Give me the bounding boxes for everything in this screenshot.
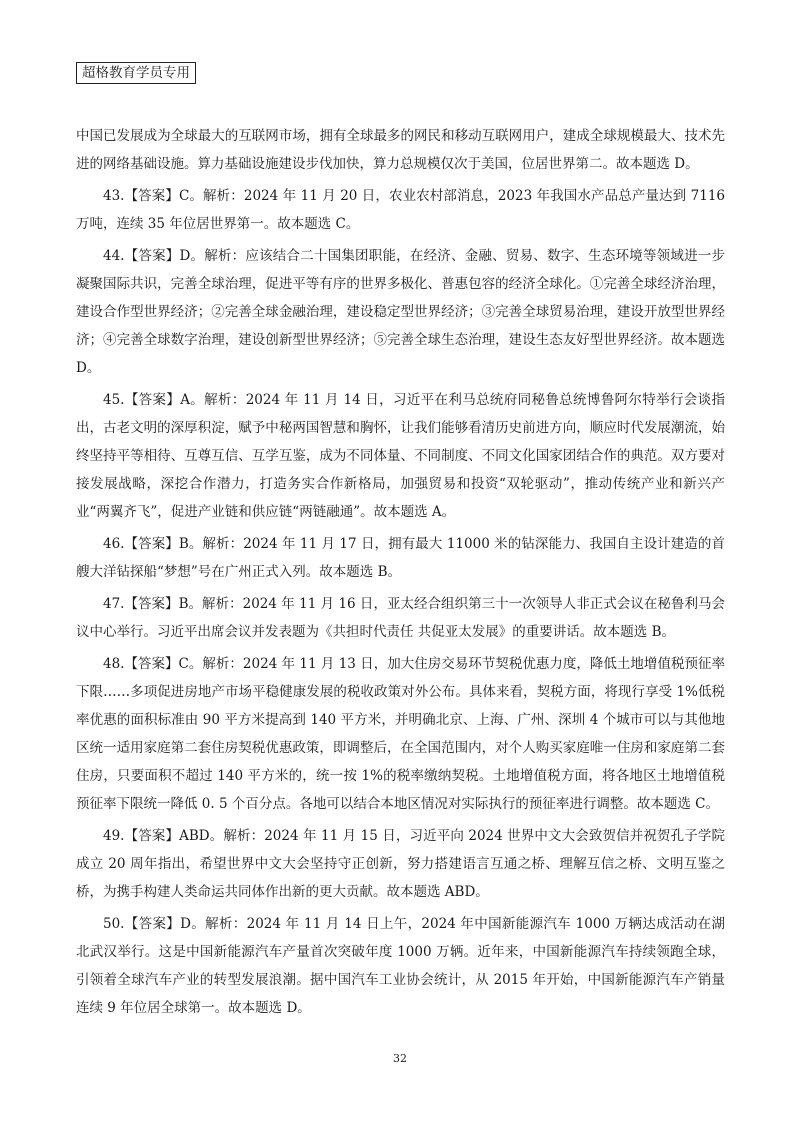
answer-46: 46.【答案】B。解析：2024 年 11 月 17 日，拥有最大 11000 米的钻深能力、我国自主设计建造的首艘大洋钻探船“梦想”号在广州正式入列。故本题选 B。 [76,536,725,580]
answer-44: 44.【答案】D。解析：应该结合二十国集团职能，在经济、金融、贸易、数字、生态环境等领域进一步凝聚国际共识，完善全球治理，促进平等有序的世界多极化、普惠包容的经济全球化。①完善全球经济治理，建设合作型世界经济；②完善全球金融治理，建设稳定型世界经济；③完善全球贸易治理，建设开放型世界经济；④完善全球数字治理，建设创新型世界经济；⑤完善全球生态治理，建设生态友好型世界经济。故本题选 D。 [76,248,725,376]
document-body [76,122,725,1026]
answer-48: 48.【答案】C。解析：2024 年 11 月 13 日，加大住房交易环节契税优惠力度，降低土地增值税预征率下限……多项促进房地产市场平稳健康发展的税收政策对外公布。具体来看，契税方面，将现行享受 1%低税率优惠的面积标准由 90 平方米提高到 140 平方米，并明确北京、上海、广州、深圳 4 个城市可以与其他地区统一适用家庭第二套住房契税优惠政策，即调整后，在全国范围内，对个人购买家庭唯一住房和家庭第二套住房，只要面积不超过 140 平方米的，统一按 1%的税率缴纳契税。土地增值税方面，将各地区土地增值税预征率下限统一降低 0. 5 个百分点。各地可以结合本地区情况对实际执行的预征率进行调整。故本题选 C。 [76,656,725,812]
answer-50: 50.【答案】D。解析：2024 年 11 月 14 日上午，2024 年中国新能源汽车 1000 万辆达成活动在湖北武汉举行。这是中国新能源汽车产量首次突破年度 1000 万辆。近年来，中国新能源汽车持续领跑全球，引领着全球汽车产业的转型发展浪潮。据中国汽车工业协会统计，从 2015 年开始，中国新能源汽车产销量连续 9 年位居全球第一。故本题选 D。 [76,916,725,1016]
answer-43: 43.【答案】C。解析：2024 年 11 月 20 日，农业农村部消息，2023 年我国水产品总产量达到 7116 万吨，连续 35 年位居世界第一。故本题选 C。 [76,188,725,232]
answer-49: 49.【答案】ABD。解析：2024 年 11 月 15 日，习近平向 2024 世界中文大会致贺信并祝贺孔子学院成立 20 周年指出，希望世界中文大会坚持守正创新，努力搭建语言互通之桥、理解互信之桥、文明互鉴之桥，为携手构建人类命运共同体作出新的更大贡献。故本题选 ABD。 [76,828,725,900]
answer-47: 47.【答案】B。解析：2024 年 11 月 16 日，亚太经合组织第三十一次领导人非正式会议在秘鲁利马会议中心举行。习近平出席会议并发表题为《共担时代责任 共促亚太发展》的重要讲话。故本题选 B。 [76,596,725,640]
answer-45: 45.【答案】A。解析：2024 年 11 月 14 日，习近平在利马总统府同秘鲁总统博鲁阿尔特举行会谈指出，古老文明的深厚积淀，赋予中秘两国智慧和胸怀，让我们能够看清历史前进方向，顺应时代发展潮流，始终坚持平等相待、互尊互信、互学互鉴，成为不同体量、不同制度、不同文化国家团结合作的典范。双方要对接发展战略，深挖合作潜力，打造务实合作新格局，加强贸易和投资“双轮驱动”，推动传统产业和新兴产业“两翼齐飞”，促进产业链和供应链“两链融通”。故本题选 A。 [76,392,725,520]
paragraph-continuation: 中国已发展成为全球最大的互联网市场，拥有全球最多的网民和移动互联网用户，建成全球规模最大、技术先进的网络基础设施。算力基础设施建设步伐加快，算力总规模仅次于美国，位居世界第二。故本题选 D。 [76,128,725,172]
page-number: 32 [393,1052,407,1065]
header-tag: 超格教育学员专用 [76,62,196,84]
